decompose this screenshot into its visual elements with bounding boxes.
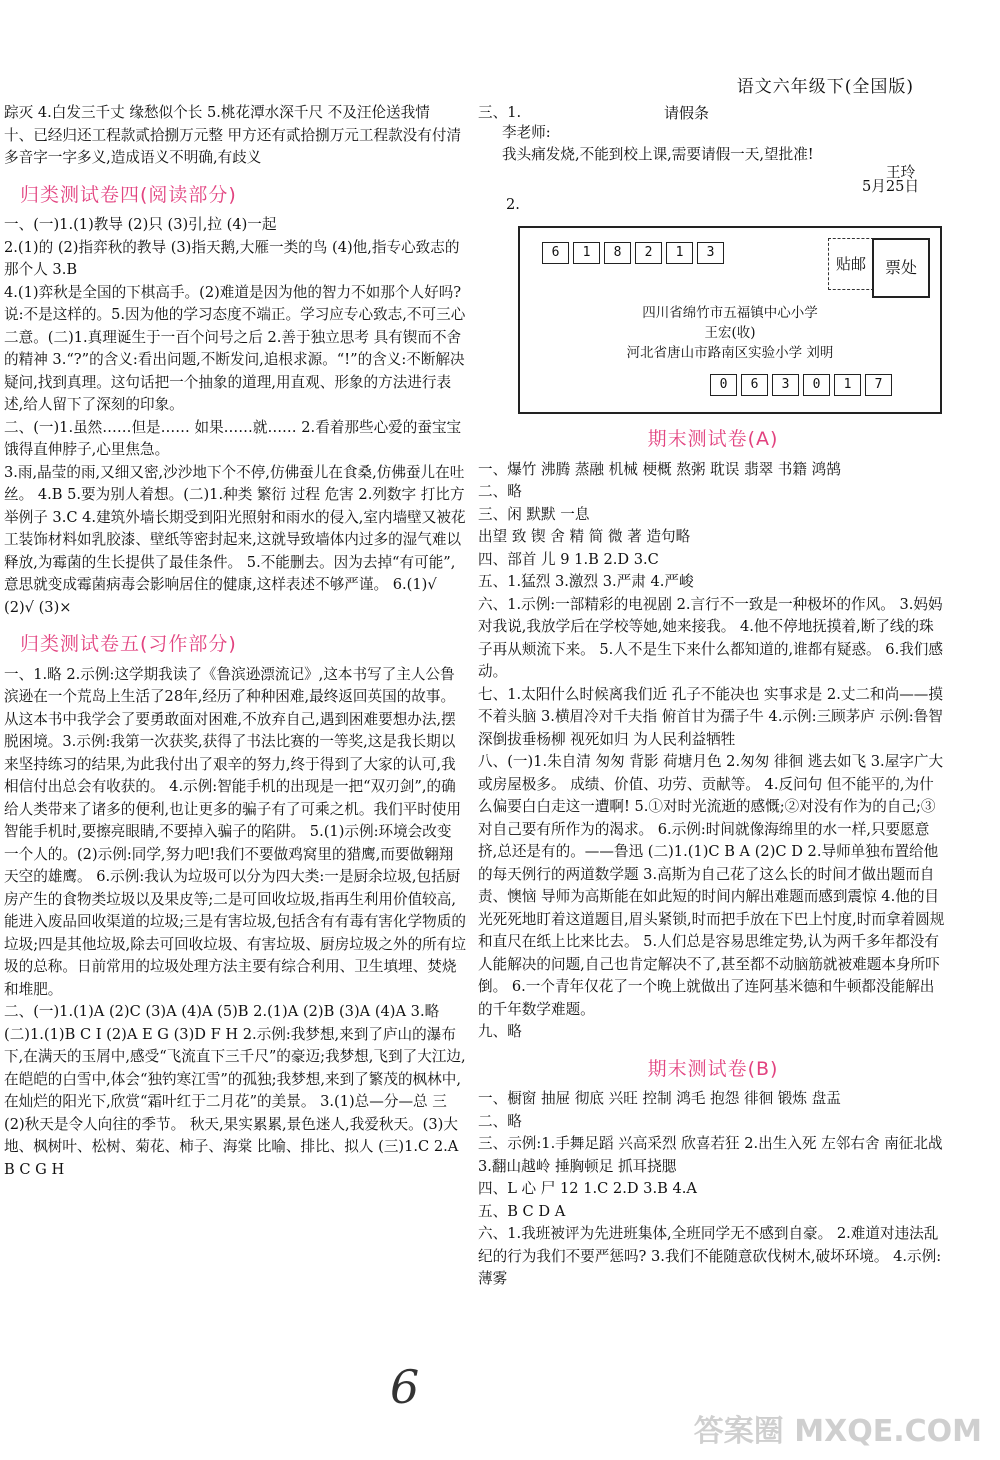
answer-line: 二、(一)1.虽然……但是…… 如果……就…… 2.看着那些心爱的蚕宝宝饿得直伸脖子,心里焦急。 xyxy=(4,418,462,458)
postcode-digit: 3 xyxy=(697,242,724,264)
answer-line: 三、示例:1.手舞足蹈 兴高采烈 欣喜若狂 2.出生入死 左邻右舍 南征北战 3.翻山越岭 捶胸顿足 抓耳挠腮 xyxy=(478,1135,943,1175)
recipient-address: 四川省绵竹市五福镇中心小学 xyxy=(642,305,818,321)
section-title-a: 期末测试卷(A) xyxy=(647,428,779,450)
answer-line: 出望 致 锲 舍 精 简 微 著 造句略 xyxy=(478,528,691,545)
leave-title: 请假条 xyxy=(664,104,710,122)
section-title-5: 归类测试卷五(习作部分) xyxy=(20,633,237,655)
postcode-digit: 8 xyxy=(604,242,631,264)
answer-line: 4.(1)弈秋是全国的下棋高手。(2)难道是因为他的智力不如那个人好吗?说:不是这样的。5.因为他的学习态度不端正。学习应专心致志,不可三心二意。(二)1.真理诞生于一百个问号之后 2.善于独立思考 具有锲而不舍的精神 3.“?”的含义:看出问题,不断发问,追根求源。“!”的含义:不断解决疑问,找到真理。这句话把一个抽象的道理,用直观、形象的方法进行表述,给人留下了深刻的印象。 xyxy=(4,283,466,413)
leave-greeting: 李老师: xyxy=(502,124,551,141)
question-label: 2. xyxy=(506,196,520,213)
postcode-digit: 7 xyxy=(865,374,892,396)
postcode-top xyxy=(542,242,728,264)
answer-line: 六、1.我班被评为先进班集体,全班同学无不感到自豪。 2.难道对违法乱纪的行为我们不要严惩吗? 3.我们不能随意砍伐树木,破坏环境。 4.示例:薄雾 xyxy=(478,1225,942,1287)
answer-line: 3.雨,晶莹的雨,又细又密,沙沙地下个不停,仿佛蚕儿在食桑,仿佛蚕儿在吐丝。 4.B 5.要为别人着想。(二)1.种类 繁衍 过程 危害 2.列数字 打比方 举例子 3.C 4.建筑外墙长期受到阳光照射和雨水的侵入,室内墙壁又被花工装饰材料如乳胶漆、壁纸等密封起来,这就导致墙体内过多的湿气难以释放,为霉菌的生长提供了最佳条件。 5.不能删去。因为去掉“有可能”,意思就变成霉菌病毒会影响居住的健康,这样表述不够严谨。 6.(1)√ (2)√ (3)× xyxy=(4,463,466,616)
answer-line: 七、1.太阳什么时候离我们近 孔子不能决也 实事求是 2.丈二和尚——摸不着头脑 3.横眉冷对千夫指 俯首甘为孺子牛 4.示例:三顾茅庐 示例:鲁智深倒拔垂杨柳 视死如归 为人民利益牺牲 xyxy=(478,685,943,748)
postcode-digit: 3 xyxy=(772,374,799,396)
answer-line: 五、1.猛烈 3.激烈 3.严肃 4.严峻 xyxy=(478,573,694,590)
left-column xyxy=(4,102,466,1181)
answer-line: 三、闲 默默 一息 xyxy=(478,505,590,523)
answer-line: 九、略 xyxy=(478,1023,522,1040)
postcode-digit: 1 xyxy=(834,374,861,396)
answer-line: 一、1.略 2.示例:这学期我读了《鲁滨逊漂流记》,这本书写了主人公鲁滨逊在一个荒岛上生活了28年,经历了种种困难,最终返回英国的故事。从这本书中我学会了要勇敢面对困难,不放弃自己,遇到困难要想办法,摆脱困境。3.示例:我第一次获奖,获得了书法比赛的一等奖,这是我长期以来坚持练习的结果,为此我付出了艰辛的努力,终于得到了大家的认可,我相信付出总会有收获的。 4.示例:智能手机的出现是一把“双刃剑”,的确给人类带来了诸多的便利,也让更多的骗子有了可乘之机。我们平时使用智能手机时,要擦亮眼睛,不要掉入骗子的陷阱。 5.(1)示例:环境会改变一个人的。(2)示例:同学,努力吧!我们不要做鸡窝里的猎鹰,而要做翱翔天空的雄鹰。 6.示例:我认为垃圾可以分为四大类:一是厨余垃圾,包括厨房产生的食物类垃圾以及果皮等;二是可回收垃圾,指再生利用价值较高,能进入废品回收渠道的垃圾;三是有害垃圾,包括含有有毒有害化学物质的垃圾;四是其他垃圾,除去可回收垃圾、有害垃圾、厨房垃圾之外的所有垃圾的总称。日前常用的垃圾处理方法主要有综合利用、卫生填埋、焚烧和堆肥。 xyxy=(4,665,466,998)
answer-line: 二、略 xyxy=(478,1112,522,1130)
postcode-digit: 6 xyxy=(542,242,569,264)
postcode-digit: 1 xyxy=(666,242,693,264)
right-column xyxy=(478,102,948,1291)
answer-line: 四、部首 儿 9 1.B 2.D 3.C xyxy=(478,550,659,568)
postcode-digit: 1 xyxy=(573,242,600,264)
answer-line: 一、爆竹 沸腾 蒸融 机械 梗概 熬粥 耽误 翡翠 书籍 鸿鹄 xyxy=(478,460,841,478)
leave-body: 我头痛发烧,不能到校上课,需要请假一天,望批准! xyxy=(502,146,814,163)
leave-signature: 王玲 xyxy=(886,164,916,181)
answer-line: 二、略 xyxy=(478,483,522,500)
answer-line: 踪灭 4.白发三千丈 缘愁似个长 5.桃花潭水深千尺 不及汪伦送我情 xyxy=(4,104,430,121)
answer-line: 六、1.示例:一部精彩的电视剧 2.言行不一致是一种极坏的作风。 3.妈妈对我说,我放学后在学校等她,她来接我。 4.他不停地抚摸着,断了线的珠子再从颊流下来。 5.人不是生下来什么都知道的,谁都有疑惑。 6.我们感动。 xyxy=(478,595,943,680)
postcode-digit: 6 xyxy=(741,374,768,396)
postcode-digit: 2 xyxy=(635,242,662,264)
recipient-name: 王宏(收) xyxy=(704,325,756,341)
question-label: 三、1. xyxy=(478,104,522,121)
envelope xyxy=(518,226,942,414)
answer-line: 一、(一)1.(1)教导 (2)只 (3)引,拉 (4)一起 xyxy=(4,216,277,233)
stamp-box: 贴邮 xyxy=(828,238,874,290)
section-title-b: 期末测试卷(B) xyxy=(647,1057,779,1080)
section-title-4: 归类测试卷四(阅读部分) xyxy=(20,183,237,206)
postcode-digit: 0 xyxy=(710,374,737,396)
answer-line: 五、B C D A xyxy=(478,1202,566,1220)
watermark-logo: 答案圈 MXQE.COM xyxy=(693,1414,982,1449)
answer-line: 八、(一)1.朱自清 匆匆 背影 荷塘月色 2.匆匆 徘徊 逃去如飞 3.屋字广大或房屋极多。 成绩、价值、功劳、贡献等。 4.反问句 但不能平的,为什么偏要白白走这一遭啊! 5.①对时光流逝的感慨;②对没有作为的自己;③对自己要有所作为的渴求。 6.示例:时间就像海绵里的水一样,只要愿意挤,总还是有的。——鲁迅 (二)1.(1)C B A (2)C D 2.导师单独布置给他的每天例行的两道数学题 3.高斯为自己花了这么长的时间才做出题而自责、懊恼 导师为高斯能在如此短的时间内解出难题而感到震惊 4.他的目光死死地盯着这道题目,眉头紧锁,时而把手放在下巴上忖度,时而拿着圆规和直尺在纸上比来比去。 5.人们总是容易思维定势,认为两千多年都没有人能解决的问题,自己也肯定解决不了,甚至都不动脑筋就被难题本身所吓倒。 6.一个青年仅花了一个晚上就做出了连阿基米德和牛顿都没能解出的千年数学难题。 xyxy=(478,753,945,1018)
page-number: 6 xyxy=(390,1360,420,1414)
stamp-box: 票处 xyxy=(872,238,930,298)
answer-line: 十、已经归还工程款贰拾捌万元整 甲方还有贰拾捌万元工程款没有付清 多音字一字多义,造成语义不明确,有歧义 xyxy=(4,126,462,166)
page-header: 语文六年级下(全国版) xyxy=(736,77,914,97)
answer-line: 一、橱窗 抽屉 彻底 兴旺 控制 鸿毛 抱怨 徘徊 锻炼 盘盂 xyxy=(478,1090,841,1107)
answer-line: 四、L 心 尸 12 1.C 2.D 3.B 4.A xyxy=(478,1180,697,1197)
sender: 河北省唐山市路南区实验小学 刘明 xyxy=(626,345,834,361)
leave-date: 5月25日 xyxy=(862,178,920,195)
leave-note xyxy=(478,102,948,181)
postcode-bottom xyxy=(710,374,896,396)
postcode-digit: 0 xyxy=(803,374,830,396)
answer-line: 二、(一)1.(1)A (2)C (3)A (4)A (5)B 2.(1)A (2)B (3)A (4)A 3.略 xyxy=(4,1003,440,1020)
answer-line: 2.(1)的 (2)指弈秋的教导 (3)指天鹅,大雁一类的鸟 (4)他,指专心致志的那个人 3.B xyxy=(4,238,460,278)
answer-line: (二)1.(1)B C I (2)A E G (3)D F H 2.示例:我梦想,来到了庐山的瀑布下,在满天的玉屑中,感受“飞流直下三千尺”的豪迈;我梦想,飞到了大江边,在皑皑的白雪中,体会“独钓寒江雪”的孤独;我梦想,来到了繁茂的枫林中,在灿烂的阳光下,欣赏“霜叶红于二月花”的美景。 3.(1)总—分—总 三 (2)秋天是令人向往的季节。 秋天,果实累累,景色迷人,我爱秋天。(3)大地、枫树叶、松树、菊花、柿子、海棠 比喻、排比、拟人 (三)1.C 2.A B C G H xyxy=(4,1025,466,1178)
